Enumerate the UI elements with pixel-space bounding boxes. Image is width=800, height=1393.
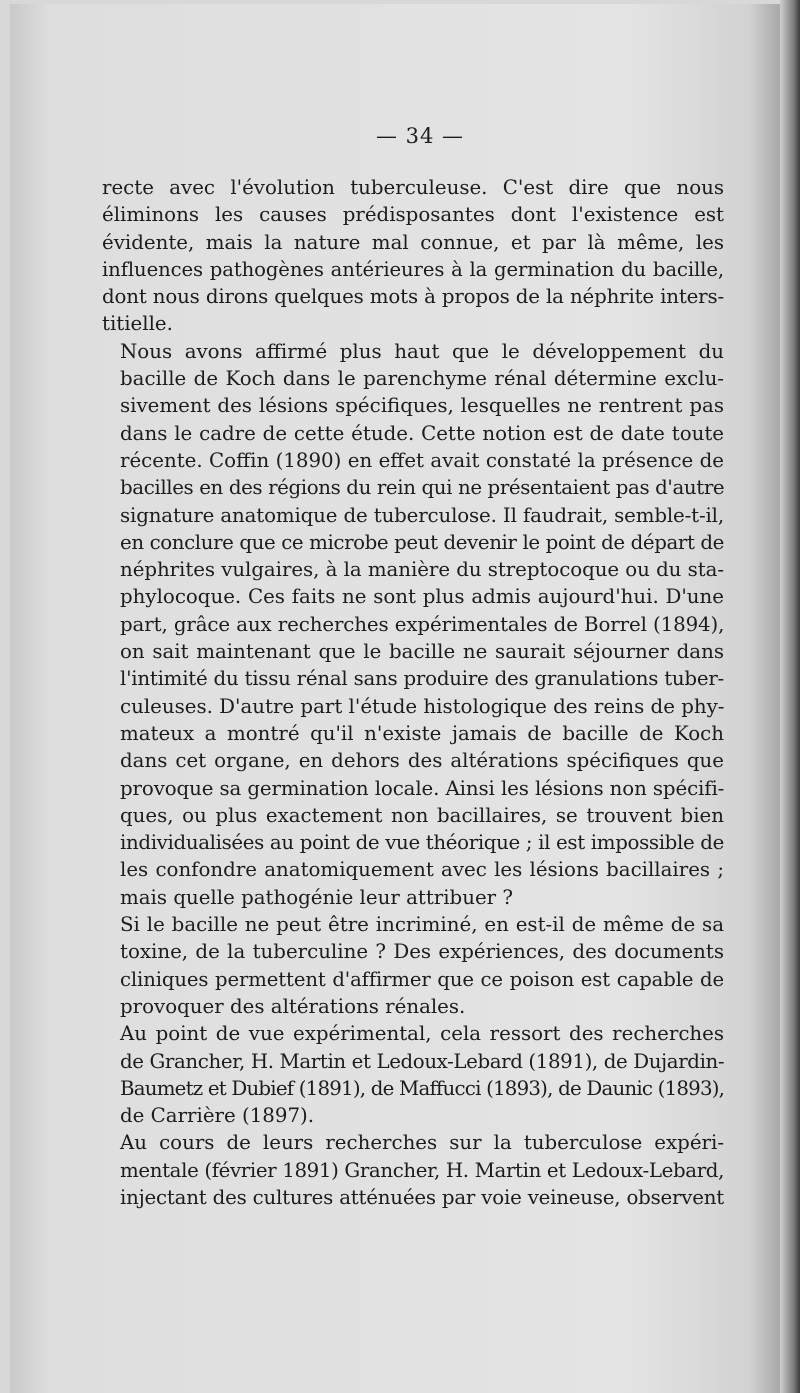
paragraph-4: [102, 1020, 724, 1129]
text-line: néphrites vulgaires, à la manière du streptocoque ou du sta-: [120, 558, 724, 582]
text-line: signature anatomique de tuberculose. Il faudrait, semble-t-il,: [120, 503, 724, 527]
text-line: Au cours de leurs recherches sur la tuberculose expéri-: [120, 1131, 724, 1155]
paragraph-3: [102, 911, 724, 1020]
text-line: on sait maintenant que le bacille ne saurait séjourner dans: [120, 640, 724, 664]
text-line: en conclure que ce microbe peut devenir le point de départ de: [120, 530, 724, 554]
text-line: ques, ou plus exactement non bacillaires, se trouvent bien: [120, 803, 724, 827]
text-line: mateux a montré qu'il n'existe jamais de bacille de Koch: [120, 721, 724, 745]
text-line: Si le bacille ne peut être incriminé, en est-il de même de sa: [120, 913, 724, 937]
text-line: dans cet organe, en dehors des altérations spécifiques que: [120, 749, 724, 773]
text-line: dans le cadre de cette étude. Cette notion est de date toute: [120, 421, 724, 445]
text-line: l'intimité du tissu rénal sans produire des granulations tuber-: [120, 667, 724, 691]
text-line: cliniques permettent d'affirmer que ce poison est capable de: [120, 967, 724, 991]
text-line: toxine, de la tuberculine ? Des expériences, des documents: [120, 940, 724, 964]
text-line: les confondre anatomiquement avec les lésions bacillaires ;: [120, 858, 724, 882]
text-line: influences pathogènes antérieures à la germination du bacille,: [102, 257, 724, 281]
text-line: de Grancher, H. Martin et Ledoux-Lebard (1891), de Dujardin-: [120, 1049, 725, 1073]
text-line: injectant des cultures atténuées par voie veineuse, observent: [120, 1185, 724, 1209]
paragraph-2: [102, 338, 724, 911]
text-line: provoquer des altérations rénales.: [120, 994, 466, 1018]
text-line: provoque sa germination locale. Ainsi les lésions non spécifi-: [120, 776, 725, 800]
text-line: sivement des lésions spécifiques, lesquelles ne rentrent pas: [120, 394, 724, 418]
text-line: récente. Coffin (1890) en effet avait constaté la présence de: [120, 448, 724, 472]
text-line: bacilles en des régions du rein qui ne présentaient pas d'autre: [120, 476, 725, 500]
text-line: dont nous dirons quelques mots à propos de la néphrite inters-: [102, 285, 724, 309]
text-line: mentale (février 1891) Grancher, H. Martin et Ledoux-Lebard,: [120, 1158, 724, 1182]
text-line: Nous avons affirmé plus haut que le développement du: [120, 339, 724, 363]
page-number: — 34 —: [375, 124, 465, 148]
text-line: culeuses. D'autre part l'étude histologique des reins de phy-: [120, 694, 725, 718]
text-line: phylocoque. Ces faits ne sont plus admis aujourd'hui. D'une: [120, 585, 724, 609]
text-line: Baumetz et Dubief (1891), de Maffucci (1893), de Daunic (1893),: [120, 1076, 725, 1100]
text-line: individualisées au point de vue théorique ; il est impossible de: [120, 831, 724, 855]
text-line: recte avec l'évolution tuberculeuse. C'est dire que nous: [102, 176, 724, 199]
page-edge-shadow: [780, 0, 800, 1393]
paragraph-5: [102, 1129, 724, 1211]
text-line: de Carrière (1897).: [120, 1104, 315, 1128]
text-line: éliminons les causes prédisposantes dont l'existence est: [102, 203, 724, 227]
text-line: part, grâce aux recherches expérimentales de Borrel (1894),: [120, 612, 725, 636]
paragraph-1: [102, 174, 724, 338]
body-text: [102, 174, 724, 1211]
text-line: mais quelle pathogénie leur attribuer ?: [120, 885, 514, 909]
text-line: titielle.: [102, 312, 173, 336]
text-line: Au point de vue expérimental, cela ressort des recherches: [120, 1022, 724, 1046]
text-line: bacille de Koch dans le parenchyme rénal détermine exclu-: [120, 367, 724, 391]
text-line: évidente, mais la nature mal connue, et par là même, les: [102, 230, 724, 254]
